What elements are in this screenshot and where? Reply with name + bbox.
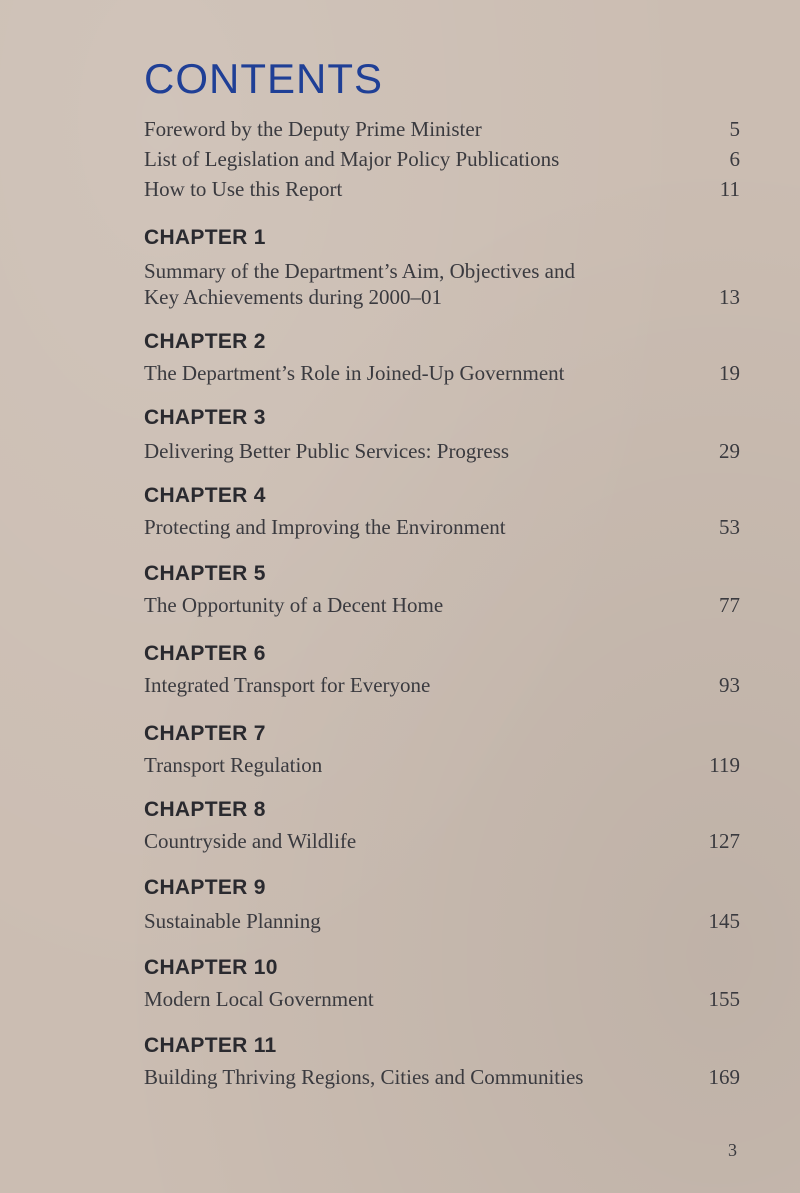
chapter-label: CHAPTER 8 xyxy=(144,798,266,821)
toc-entry-page: 119 xyxy=(709,753,740,777)
chapter-label: CHAPTER 2 xyxy=(144,330,266,353)
toc-entry-title: Sustainable Planning xyxy=(144,909,321,933)
chapter-label: CHAPTER 5 xyxy=(144,562,266,585)
chapter-label: CHAPTER 6 xyxy=(144,642,266,665)
toc-entry-title-line1: Summary of the Department’s Aim, Objectives and xyxy=(144,259,575,283)
toc-entry-title: Modern Local Government xyxy=(144,987,374,1011)
toc-entry-page: 53 xyxy=(719,515,740,539)
toc-entry-title: Countryside and Wildlife xyxy=(144,829,357,853)
page-number: 3 xyxy=(728,1140,737,1160)
toc-entry-title: List of Legislation and Major Policy Publications xyxy=(144,147,560,171)
toc-entry-page: 6 xyxy=(729,147,740,171)
chapter-label: CHAPTER 10 xyxy=(144,956,278,979)
chapter-label: CHAPTER 4 xyxy=(144,484,266,507)
toc-entry-page: 5 xyxy=(729,117,740,141)
toc-entry-page: 77 xyxy=(719,593,740,617)
toc-entry-page: 29 xyxy=(719,439,740,463)
toc-entry-title: Protecting and Improving the Environment xyxy=(144,515,506,539)
toc-entry-title: Integrated Transport for Everyone xyxy=(144,673,431,697)
chapter-label: CHAPTER 9 xyxy=(144,876,266,899)
toc-entry-page: 13 xyxy=(719,285,740,309)
toc-entry-title: Foreword by the Deputy Prime Minister xyxy=(144,117,482,141)
toc-entry-title-line2: Key Achievements during 2000–01 xyxy=(144,285,443,309)
toc-entry-page: 11 xyxy=(719,177,740,201)
toc-entry-page: 155 xyxy=(708,987,740,1011)
chapter-label: CHAPTER 11 xyxy=(144,1034,277,1057)
toc-entry-page: 145 xyxy=(708,909,740,933)
toc-entry-title: Delivering Better Public Services: Progress xyxy=(144,439,510,463)
contents-heading: CONTENTS xyxy=(144,55,383,102)
toc-entry-title: How to Use this Report xyxy=(144,177,343,201)
chapter-label: CHAPTER 7 xyxy=(144,722,266,745)
toc-entry-title: The Department’s Role in Joined-Up Government xyxy=(144,361,565,385)
toc-entry-page: 93 xyxy=(719,673,740,697)
toc-entry-page: 127 xyxy=(708,829,740,853)
chapter-label: CHAPTER 1 xyxy=(144,226,266,249)
toc-entry-page: 169 xyxy=(708,1065,740,1089)
toc-entry-title: Transport Regulation xyxy=(144,753,323,777)
toc-entry-page: 19 xyxy=(719,361,740,385)
chapter-label: CHAPTER 3 xyxy=(144,406,266,429)
toc-entry-title: Building Thriving Regions, Cities and Communities xyxy=(144,1065,584,1089)
toc-entry-title: The Opportunity of a Decent Home xyxy=(144,593,444,617)
